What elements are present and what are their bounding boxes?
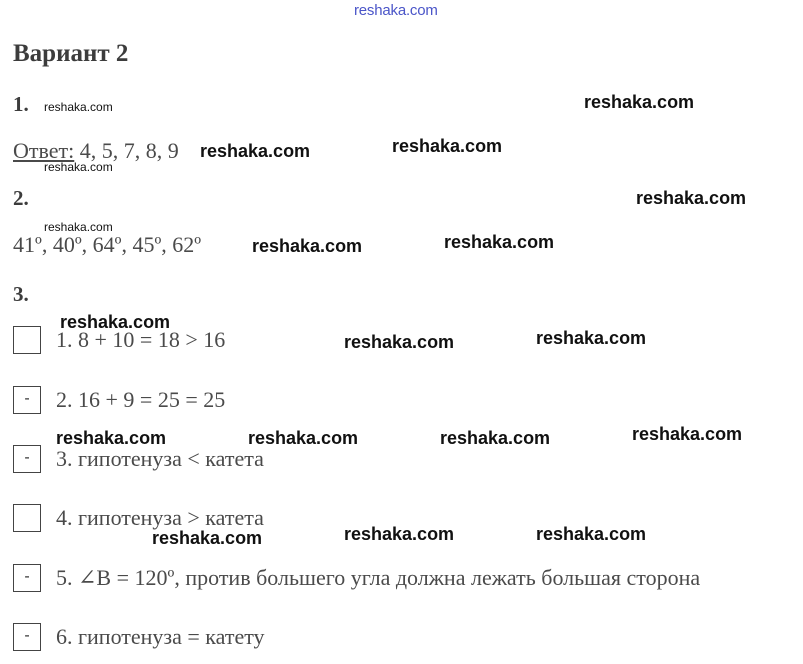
watermark: reshaka.com — [392, 136, 503, 156]
checkbox-item-4[interactable] — [13, 504, 41, 532]
watermark: reshaka.com — [344, 332, 455, 352]
statement-item-4: 4. гипотенуза > катета — [56, 505, 264, 530]
watermark-small: reshaka.com — [44, 100, 113, 114]
watermark-small: reshaka.com — [44, 220, 113, 234]
watermark: reshaka.com — [248, 428, 359, 448]
question-3-number: 3. — [13, 282, 29, 306]
checkbox-item-3[interactable]: - — [13, 445, 41, 473]
checkbox-item-1[interactable] — [13, 326, 41, 354]
watermark: reshaka.com — [632, 424, 743, 444]
watermark: reshaka.com — [636, 188, 747, 208]
watermark: reshaka.com — [440, 428, 551, 448]
statement-item-2: 2. 16 + 9 = 25 = 25 — [56, 387, 226, 412]
watermark: reshaka.com — [200, 141, 311, 161]
watermark: reshaka.com — [584, 92, 695, 112]
watermark: reshaka.com — [252, 236, 363, 256]
checkbox-item-6[interactable]: - — [13, 623, 41, 651]
checkbox-item-5[interactable]: - — [13, 564, 41, 592]
watermark: reshaka.com — [56, 428, 167, 448]
statement-item-3: 3. гипотенуза < катета — [56, 446, 264, 471]
watermark: reshaka.com — [444, 232, 555, 252]
statement-item-5: 5. ∠B = 120º, против большего угла должна лежать большая сторона — [56, 565, 701, 590]
watermark: reshaka.com — [344, 524, 455, 544]
watermark-small: reshaka.com — [44, 160, 113, 174]
page-title: Вариант 2 — [13, 40, 129, 67]
question-2-number: 2. — [13, 186, 29, 210]
checkbox-item-2[interactable]: - — [13, 386, 41, 414]
watermark: reshaka.com — [536, 328, 647, 348]
statement-item-6: 6. гипотенуза = катету — [56, 624, 265, 649]
answer-label: Ответ: — [13, 138, 75, 163]
watermark: reshaka.com — [536, 524, 647, 544]
site-header-link[interactable]: reshaka.com — [354, 2, 438, 19]
answer-value: 4, 5, 7, 8, 9 — [79, 138, 179, 163]
watermark: reshaka.com — [60, 312, 171, 332]
statement-item-1: 1. 8 + 10 = 18 > 16 — [56, 327, 226, 352]
question-1-number: 1. — [13, 92, 29, 116]
question-2-angles: 41º, 40º, 64º, 45º, 62º — [13, 232, 202, 257]
watermark: reshaka.com — [152, 528, 263, 548]
